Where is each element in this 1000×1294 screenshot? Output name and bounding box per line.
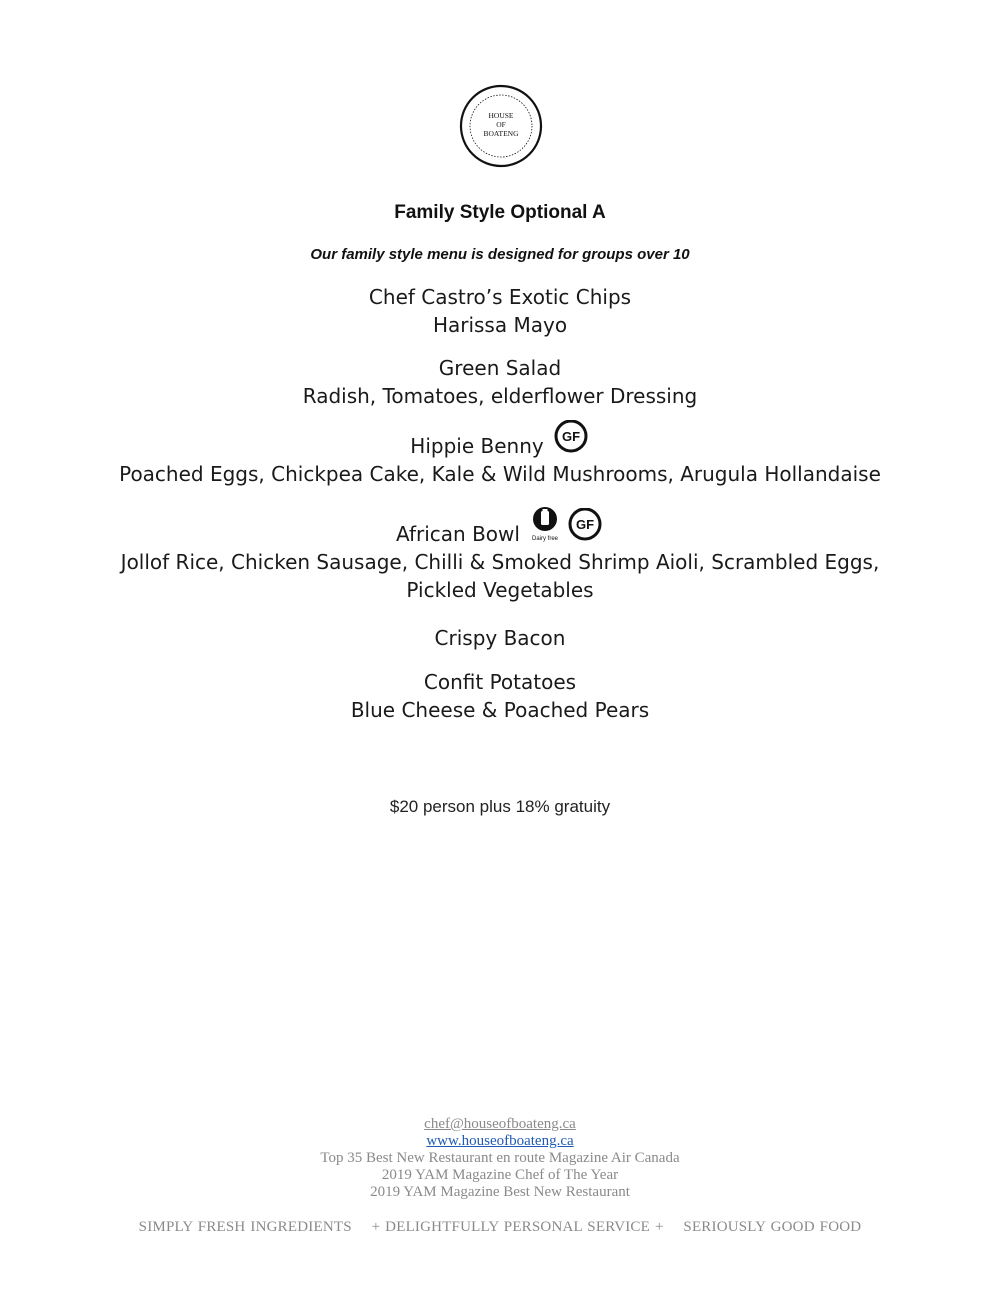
gluten-free-icon xyxy=(554,420,590,454)
dish-name: Crispy Bacon xyxy=(434,626,566,650)
dish-african-bowl xyxy=(0,512,1000,604)
dish-description-continued: Pickled Vegetables xyxy=(406,578,594,602)
dish-crispy-bacon xyxy=(0,624,1000,652)
dish-exotic-chips xyxy=(0,283,1000,339)
award-line: 2019 YAM Magazine Best New Restaurant xyxy=(370,1184,630,1200)
svg-text:OF: OF xyxy=(496,120,506,129)
award-line: Top 35 Best New Restaurant en route Magazine Air Canada xyxy=(320,1150,680,1166)
dish-description: Jollof Rice, Chicken Sausage, Chilli & Smoked Shrimp Aioli, Scrambled Eggs, xyxy=(120,550,880,574)
email-link[interactable]: chef@houseofboateng.ca xyxy=(424,1116,576,1132)
menu-subtitle: Our family style menu is designed for groups over 10 xyxy=(310,246,690,263)
dish-name: Chef Castro’s Exotic Chips xyxy=(368,285,632,309)
dairy-free-icon xyxy=(530,506,560,542)
award-line: 2019 YAM Magazine Chef of The Year xyxy=(381,1167,619,1183)
footer-tagline xyxy=(0,1219,1000,1236)
dish-name: African Bowl xyxy=(396,522,520,546)
restaurant-logo xyxy=(459,84,543,168)
dish-description: Radish, Tomatoes, elderflower Dressing xyxy=(302,384,698,408)
svg-text:HOUSE: HOUSE xyxy=(488,111,514,120)
dish-description: Blue Cheese & Poached Pears xyxy=(350,698,650,722)
svg-text:GF: GF xyxy=(575,517,594,532)
svg-text:Dairy free: Dairy free xyxy=(531,536,558,542)
website-link[interactable]: www.houseofboateng.ca xyxy=(426,1133,574,1149)
tagline-text: SIMPLY FRESH INGREDIENTS + DELIGHTFULLY PERSONAL SERVICE + SERIOUSLY GOOD FOOD xyxy=(138,1219,862,1235)
dish-green-salad xyxy=(0,354,1000,410)
dish-name: Green Salad xyxy=(438,356,562,380)
gluten-free-icon xyxy=(568,508,604,542)
dish-name: Hippie Benny xyxy=(410,434,544,458)
dish-description: Harissa Mayo xyxy=(432,313,568,337)
price-note: $20 person plus 18% gratuity xyxy=(389,797,611,816)
dish-description: Poached Eggs, Chickpea Cake, Kale & Wild Mushrooms, Arugula Hollandaise xyxy=(119,462,881,486)
svg-text:BOATENG: BOATENG xyxy=(483,129,519,138)
dish-confit-potatoes xyxy=(0,668,1000,724)
svg-text:GF: GF xyxy=(561,429,580,444)
footer-contact xyxy=(0,1116,1000,1201)
menu-title: Family Style Optional A xyxy=(394,202,606,223)
dish-hippie-benny xyxy=(0,426,1000,488)
dish-name: Confit Potatoes xyxy=(423,670,577,694)
